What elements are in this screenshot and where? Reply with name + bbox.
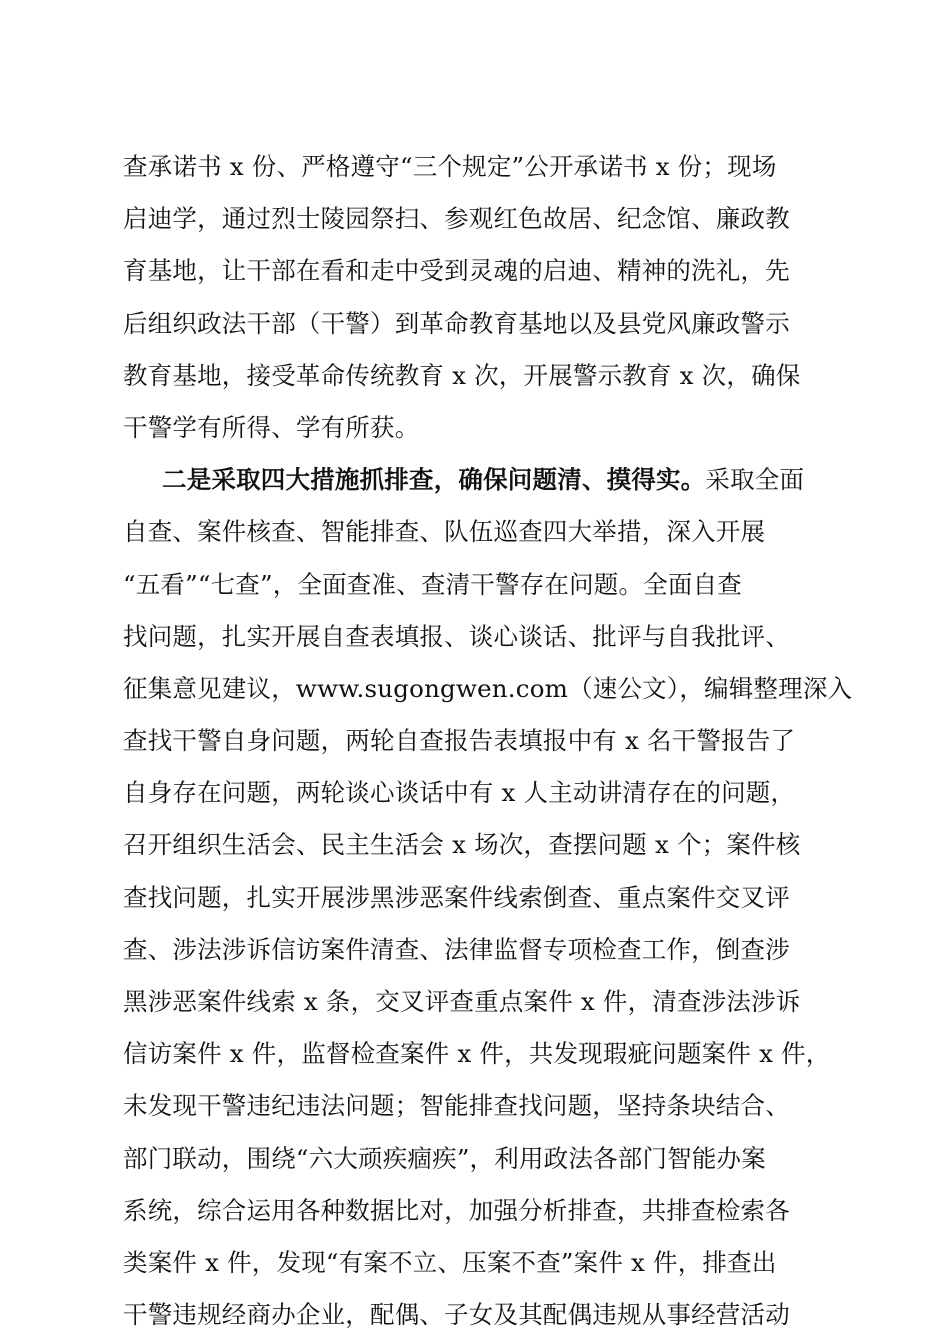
- text-line: 找问题，扎实开展自查表填报、谈心谈话、批评与自我批评、: [123, 621, 790, 651]
- paragraph-heading: 二是采取四大措施抓排查，确保问题清、摸得实。: [162, 465, 706, 495]
- text-line: 黑涉恶案件线索 x 条，交叉评查重点案件 x 件，清查涉法涉诉: [123, 987, 801, 1016]
- text-line: 类案件 x 件，发现“有案不立、压案不查”案件 x 件，排查出: [123, 1247, 777, 1277]
- text-line: 系统，综合运用各种数据比对，加强分析排查，共排查检索各: [123, 1195, 790, 1225]
- text-line: 查找问题，扎实开展涉黑涉恶案件线索倒查、重点案件交叉评: [123, 882, 790, 912]
- paragraph-2: [123, 454, 853, 1341]
- text-line: “五看”“七查”，全面查准、查清干警存在问题。全面自查: [123, 569, 742, 599]
- paragraph-text: 采取全面: [705, 465, 805, 495]
- text-line: 干警违规经商办企业，配偶、子女及其配偶违规从事经营活动: [123, 1300, 790, 1330]
- text-line: 查承诺书 x 份、严格遵守“三个规定”公开承诺书 x 份；现场: [123, 152, 777, 181]
- text-line: 信访案件 x 件，监督检查案件 x 件，共发现瑕疵问题案件 x 件，: [123, 1039, 831, 1069]
- paragraph-1: [123, 141, 835, 454]
- text-line: 征集意见建议，www.sugongwen.com（速公文），编辑整理深入: [123, 673, 853, 703]
- text-line: [123, 454, 835, 506]
- text-line: 自查、案件核查、智能排查、队伍巡查四大举措，深入开展: [123, 517, 766, 547]
- text-line: 自身存在问题，两轮谈心谈话中有 x 人主动讲清存在的问题，: [123, 778, 796, 808]
- text-line: 查找干警自身问题，两轮自查报告表填报中有 x 名干警报告了: [123, 726, 796, 756]
- text-line: 教育基地，接受革命传统教育 x 次，开展警示教育 x 次，确保: [123, 360, 801, 390]
- text-line: 部门联动，围绕“六大顽疾痼疾”，利用政法各部门智能办案: [123, 1143, 766, 1173]
- text-line: 启迪学，通过烈士陵园祭扫、参观红色故居、纪念馆、廉政教: [123, 204, 790, 234]
- text-line: 未发现干警违纪违法问题；智能排查找问题，坚持条块结合、: [123, 1091, 790, 1121]
- text-line: 干警学有所得、学有所获。: [123, 412, 420, 442]
- document-body: [123, 141, 853, 1341]
- text-line: 后组织政法干部（干警）到革命教育基地以及县党风廉政警示: [123, 308, 790, 338]
- text-line: 查、涉法涉诉信访案件清查、法律监督专项检查工作，倒查涉: [123, 934, 790, 964]
- text-line: 育基地，让干部在看和走中受到灵魂的启迪、精神的洗礼，先: [123, 256, 790, 286]
- text-line: 召开组织生活会、民主生活会 x 场次，查摆问题 x 个；案件核: [123, 830, 801, 860]
